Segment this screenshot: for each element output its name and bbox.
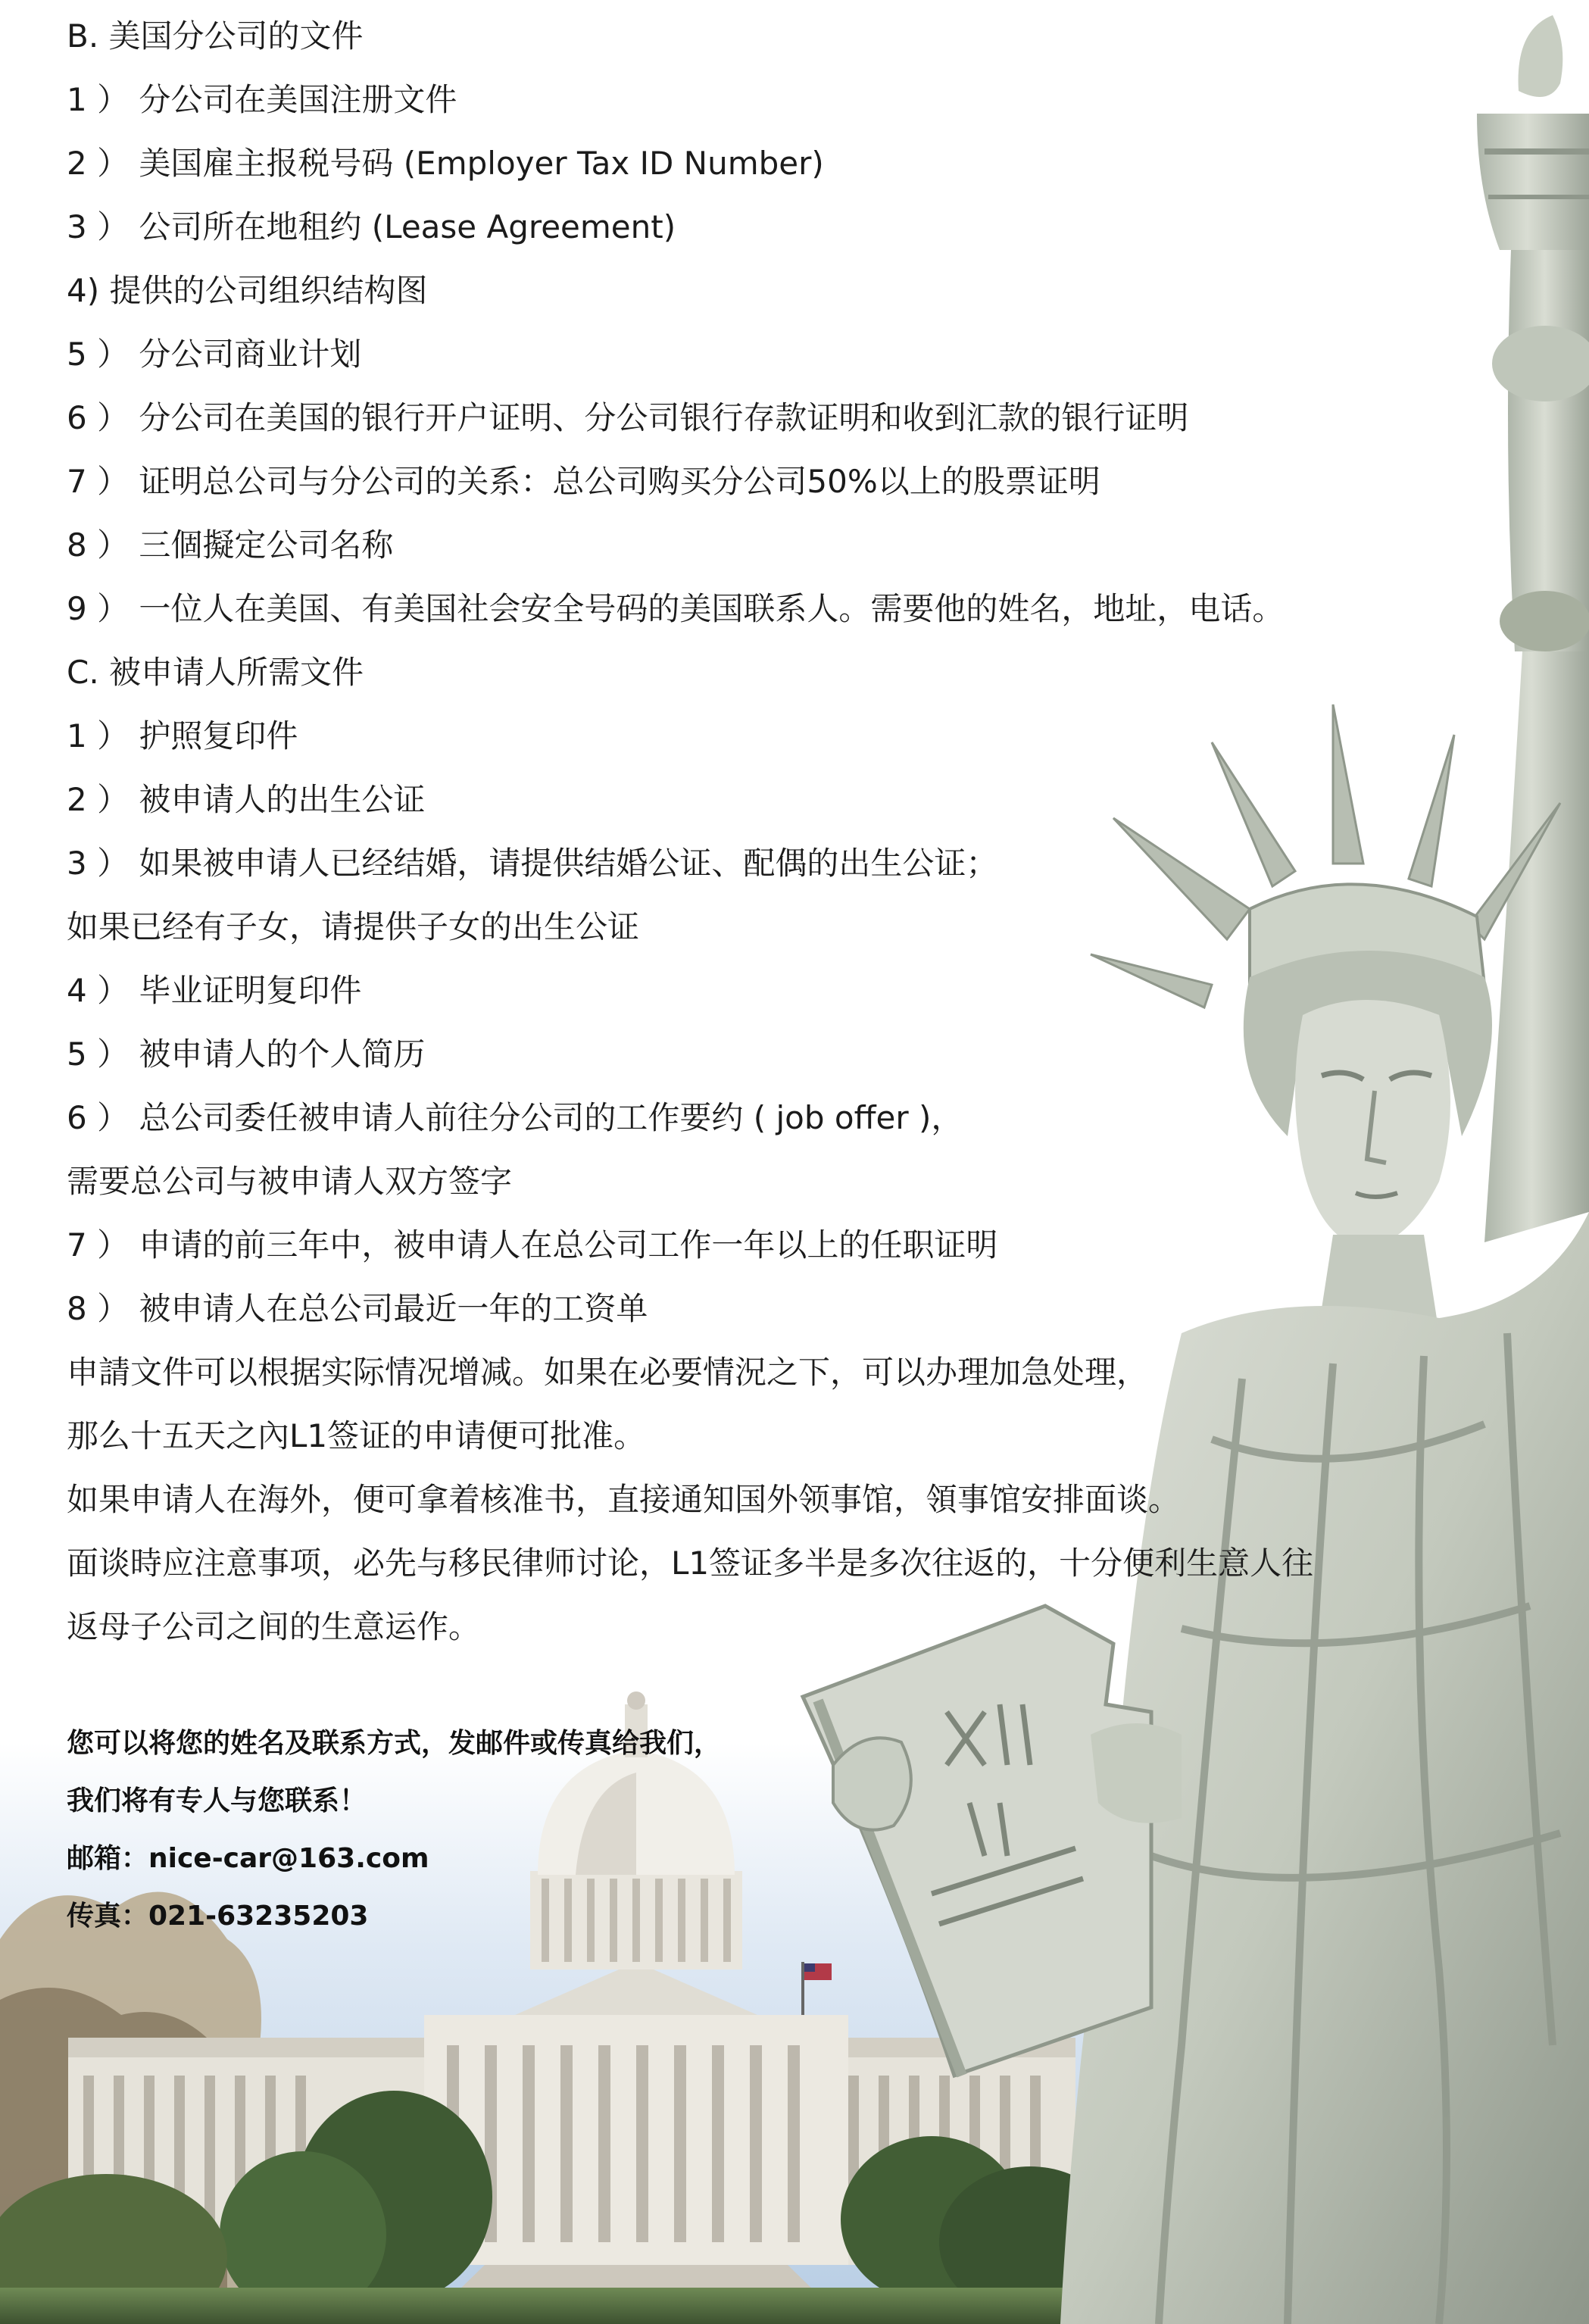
section-b-item: 7 ） 证明总公司与分公司的关系：总公司购买分公司50%以上的股票证明	[67, 463, 1100, 500]
section-c-item: 2 ） 被申请人的出生公证	[67, 781, 426, 818]
section-c-item: 7 ） 申请的前三年中，被申请人在总公司工作一年以上的任职证明	[67, 1226, 998, 1264]
contact-email[interactable]: 邮箱：nice-car@163.com	[67, 1843, 429, 1874]
section-c-item: 4 ） 毕业证明复印件	[67, 972, 362, 1009]
section-b-item: 4) 提供的公司组织结构图	[67, 272, 428, 309]
section-c-item: 5 ） 被申请人的个人简历	[67, 1035, 426, 1073]
section-b-item: 5 ） 分公司商业计划	[67, 336, 362, 373]
section-b-heading: B. 美国分公司的文件	[67, 17, 364, 55]
statue-of-liberty-illustration	[803, 15, 1589, 2324]
note-line: 面谈時应注意事项，必先与移民律师讨论，L1签证多半是多次往返的，十分便利生意人往	[67, 1545, 1314, 1582]
section-c-item: 如果已经有子女，请提供子女的出生公证	[67, 908, 640, 945]
section-b-item: 8 ） 三個擬定公司名称	[67, 526, 394, 564]
section-c-item: 1 ） 护照复印件	[67, 717, 298, 754]
note-line: 如果申请人在海外，便可拿着核准书，直接通知国外领事馆，領事馆安排面谈。	[67, 1481, 1181, 1518]
section-c-item: 8 ） 被申请人在总公司最近一年的工资单	[67, 1290, 648, 1327]
contact-fax: 传真：021-63235203	[67, 1901, 369, 1932]
section-b-item: 6 ） 分公司在美国的银行开户证明、分公司银行存款证明和收到汇款的银行证明	[67, 399, 1189, 436]
contact-invite: 您可以将您的姓名及联系方式，发邮件或传真给我们，	[67, 1728, 722, 1759]
section-c-item: 3 ） 如果被申请人已经结婚，请提供结婚公证、配偶的出生公证；	[67, 845, 998, 882]
section-b-item: 9 ） 一位人在美国、有美国社会安全号码的美国联系人。需要他的姓名，地址，电话。	[67, 590, 1285, 627]
note-line: 返母子公司之间的生意运作。	[67, 1608, 481, 1645]
section-c-item: 需要总公司与被申请人双方签字	[67, 1163, 513, 1200]
section-b-item: 2 ） 美国雇主报税号码 (Employer Tax ID Number)	[67, 145, 824, 182]
section-b-item: 3 ） 公司所在地租约 (Lease Agreement)	[67, 208, 676, 245]
section-b-item: 1 ） 分公司在美国注册文件	[67, 81, 457, 118]
contact-followup: 我们将有专人与您联系！	[67, 1785, 367, 1816]
note-line: 那么十五天之內L1签证的申请便可批准。	[67, 1417, 646, 1454]
note-line: 申請文件可以根据实际情况增减。如果在必要情況之下，可以办理加急处理，	[67, 1354, 1149, 1391]
section-c-item: 6 ） 总公司委任被申请人前往分公司的工作要约 ( job offer )，	[67, 1099, 963, 1136]
section-c-heading: C. 被申请人所需文件	[67, 654, 364, 691]
